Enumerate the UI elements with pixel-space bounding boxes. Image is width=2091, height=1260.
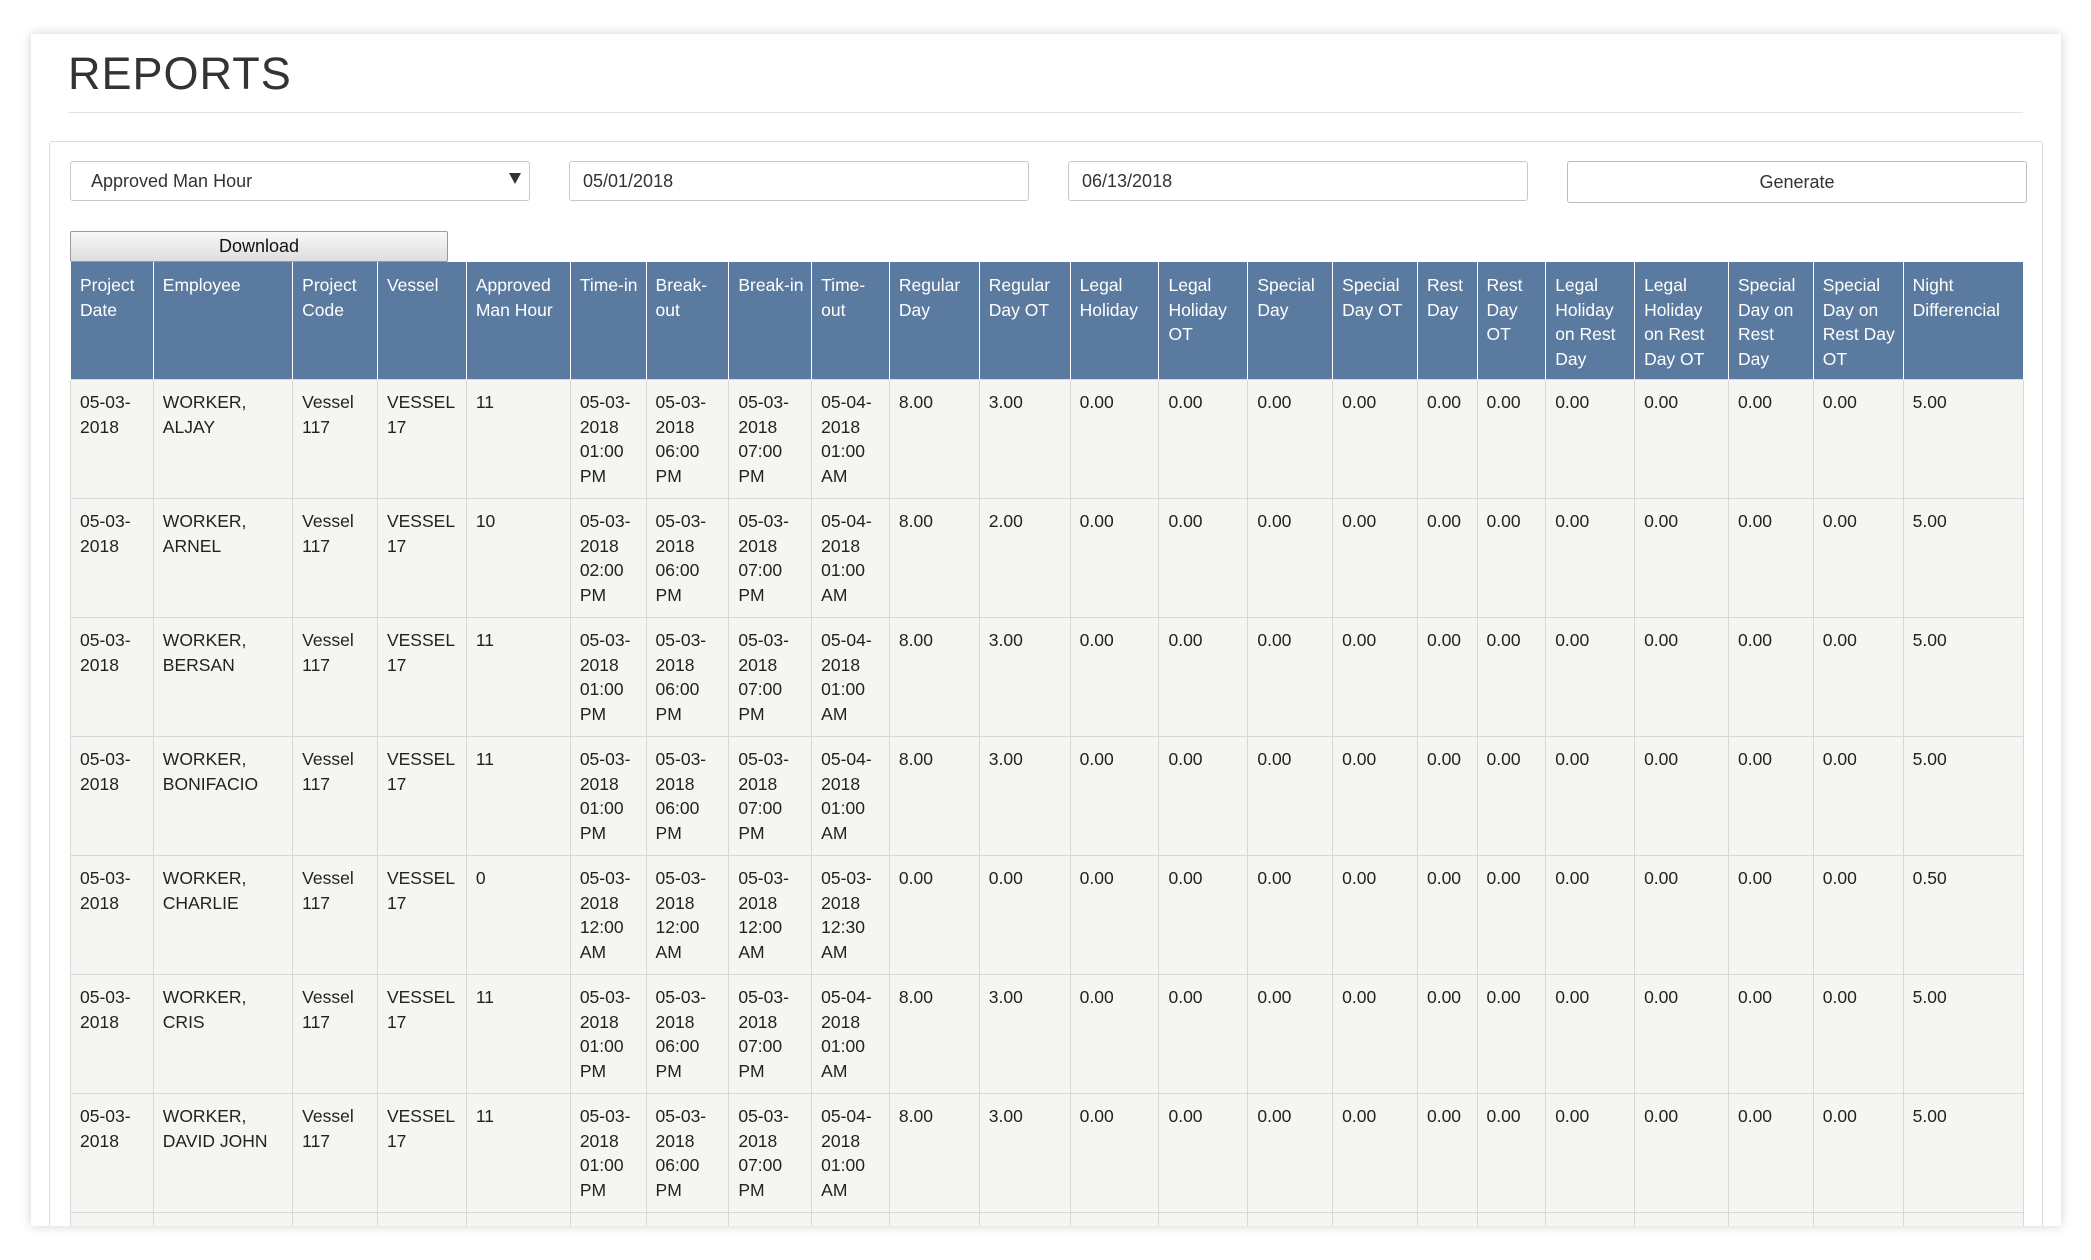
table-cell: 0.00 [1635,856,1729,975]
table-cell: 05-03-2018 [71,856,154,975]
table-cell: 0.00 [1070,499,1159,618]
table-cell: 0.00 [1546,975,1635,1094]
report-type-value: Approved Man Hour [91,170,253,191]
table-cell: 05-03-2018 07:00 PM [729,737,812,856]
table-cell: 0.50 [1903,856,2023,975]
column-header[interactable]: Break-out [646,262,729,380]
table-cell: WORKER, ALJAY [153,380,292,499]
table-cell: 0.00 [1813,618,1903,737]
table-cell: 0.00 [1333,856,1418,975]
table-cell: 0.00 [1417,618,1477,737]
table-cell: 05-04-2018 01:00 AM [812,618,890,737]
table-cell: 8.00 [889,499,979,618]
table-cell: 05-03-2018 [71,1094,154,1213]
table-cell: 0.00 [1248,499,1333,618]
generate-button[interactable]: Generate [1567,161,2027,203]
table-cell: 0.00 [1333,380,1418,499]
table-cell [1159,1213,1248,1227]
table-row [71,1094,2024,1213]
table-cell: 05-03-2018 06:00 PM [646,618,729,737]
table-cell: 2.00 [979,499,1070,618]
table-cell: Vessel 117 [293,618,378,737]
report-panel [49,141,2043,1226]
table-cell: 05-03-2018 [71,499,154,618]
table-cell: 0.00 [1546,1094,1635,1213]
table-cell: 0.00 [1159,975,1248,1094]
table-cell: 3.00 [979,737,1070,856]
column-header[interactable]: Employee [153,262,292,380]
table-cell: VESSEL 17 [377,499,466,618]
table-cell: 05-03-2018 01:00 PM [570,380,646,499]
table-cell: Vessel 117 [293,499,378,618]
download-button[interactable]: Download [70,231,448,262]
table-cell: 0.00 [1635,1094,1729,1213]
table-cell: 0.00 [1635,737,1729,856]
table-cell: 0.00 [1070,380,1159,499]
report-table-container [70,262,2024,1226]
table-cell: 0.00 [1417,380,1477,499]
table-cell: 3.00 [979,380,1070,499]
dropdown-caret-icon [509,173,521,184]
table-cell: 0.00 [1546,737,1635,856]
table-cell: VESSEL 17 [377,975,466,1094]
table-cell [1477,1213,1546,1227]
table-cell: 0.00 [1477,380,1546,499]
table-cell: WORKER, CRIS [153,975,292,1094]
table-cell: 11 [466,1094,570,1213]
table-cell: Vessel 117 [293,856,378,975]
reports-page [31,34,2061,1226]
table-cell: 0.00 [1635,618,1729,737]
table-cell [466,1213,570,1227]
table-cell: 05-03-2018 12:00 AM [729,856,812,975]
table-cell: 5.00 [1903,380,2023,499]
table-cell: VESSEL 17 [377,737,466,856]
table-cell [889,1213,979,1227]
column-header[interactable]: Legal Holiday [1070,262,1159,380]
table-cell: WORKER, BERSAN [153,618,292,737]
table-cell: 0.00 [1813,1094,1903,1213]
table-row [71,975,2024,1094]
table-cell: Vessel 117 [293,737,378,856]
table-cell [293,1213,378,1227]
column-header[interactable]: Special Day [1248,262,1333,380]
table-cell: 5.00 [1903,975,2023,1094]
table-cell: 05-03-2018 07:00 PM [729,618,812,737]
page-title: REPORTS [68,48,292,99]
table-cell: 05-03-2018 06:00 PM [646,1094,729,1213]
table-cell: 05-04-2018 01:00 AM [812,380,890,499]
table-cell: 0.00 [1728,618,1813,737]
column-header[interactable]: Vessel [377,262,466,380]
table-cell: 05-03-2018 12:00 AM [570,856,646,975]
table-cell: 0.00 [1728,975,1813,1094]
table-cell: 0.00 [1417,499,1477,618]
table-cell: 0.00 [1546,618,1635,737]
table-cell: 5.00 [1903,499,2023,618]
table-cell: 11 [466,380,570,499]
table-cell: 0.00 [1070,618,1159,737]
table-cell: VESSEL 17 [377,856,466,975]
report-table [70,262,2024,1226]
table-header-row [71,262,2024,380]
column-header[interactable]: Time-out [812,262,890,380]
table-row [71,1213,2024,1227]
report-table-body [71,380,2024,1227]
table-cell: 0.00 [1248,737,1333,856]
table-cell [71,1213,154,1227]
table-cell: WORKER, ARNEL [153,499,292,618]
table-cell: 0.00 [1813,499,1903,618]
column-header[interactable]: Approved Man Hour [466,262,570,380]
table-cell [979,1213,1070,1227]
date-to-input[interactable] [1068,161,1528,201]
table-row [71,499,2024,618]
table-row [71,856,2024,975]
table-cell: 05-03-2018 01:00 PM [570,618,646,737]
table-cell: 8.00 [889,975,979,1094]
column-header[interactable]: Time-in [570,262,646,380]
table-cell: 0.00 [1248,618,1333,737]
table-cell: 05-03-2018 07:00 PM [729,380,812,499]
table-cell: 0.00 [1477,737,1546,856]
table-cell: 3.00 [979,618,1070,737]
table-cell: WORKER, CHARLIE [153,856,292,975]
table-cell [646,1213,729,1227]
table-cell: 05-03-2018 12:00 AM [646,856,729,975]
table-cell: 05-03-2018 06:00 PM [646,737,729,856]
table-cell [377,1213,466,1227]
table-cell: 05-03-2018 07:00 PM [729,975,812,1094]
column-header[interactable]: Legal Holiday on Rest Day OT [1635,262,1729,380]
table-cell: 05-03-2018 01:00 PM [570,737,646,856]
table-cell: 0.00 [1333,618,1418,737]
table-cell: VESSEL 17 [377,618,466,737]
table-cell: 05-03-2018 [71,618,154,737]
table-cell [1728,1213,1813,1227]
table-cell: 8.00 [889,380,979,499]
table-cell: 5.00 [1903,1094,2023,1213]
table-cell: 8.00 [889,618,979,737]
table-cell [1417,1213,1477,1227]
table-cell: 3.00 [979,975,1070,1094]
table-cell: 0.00 [1635,380,1729,499]
column-header[interactable]: Night Differencial [1903,262,2023,380]
table-cell: 0.00 [1813,856,1903,975]
table-cell: 0.00 [1728,499,1813,618]
table-cell: 0.00 [1417,975,1477,1094]
table-cell: 05-03-2018 06:00 PM [646,975,729,1094]
table-cell: 11 [466,737,570,856]
table-cell: 05-03-2018 06:00 PM [646,380,729,499]
table-cell: 0 [466,856,570,975]
table-cell: 05-03-2018 01:00 PM [570,1094,646,1213]
table-cell: 0.00 [1477,1094,1546,1213]
table-cell: 05-03-2018 07:00 PM [729,499,812,618]
table-cell: Vessel 117 [293,380,378,499]
table-cell: WORKER, DAVID JOHN [153,1094,292,1213]
table-cell: 3.00 [979,1094,1070,1213]
table-cell: 0.00 [1477,499,1546,618]
table-cell [570,1213,646,1227]
table-cell: 0.00 [1159,499,1248,618]
table-cell: 5.00 [1903,618,2023,737]
table-row [71,618,2024,737]
column-header[interactable]: Regular Day OT [979,262,1070,380]
table-cell: 0.00 [1417,856,1477,975]
column-header[interactable]: Project Code [293,262,378,380]
table-cell: 0.00 [1333,1094,1418,1213]
table-cell: 0.00 [1813,737,1903,856]
table-cell: 0.00 [1248,856,1333,975]
date-from-value: 05/01/2018 [583,170,674,191]
column-header[interactable]: Regular Day [889,262,979,380]
table-cell: 0.00 [1070,856,1159,975]
table-cell: 0.00 [979,856,1070,975]
table-cell [729,1213,812,1227]
table-cell: 05-03-2018 [71,975,154,1094]
table-cell: 0.00 [1728,856,1813,975]
table-cell: 05-03-2018 06:00 PM [646,499,729,618]
table-cell: 0.00 [1159,737,1248,856]
column-header[interactable]: Special Day on Rest Day OT [1813,262,1903,380]
table-cell: 0.00 [1417,1094,1477,1213]
table-cell [1333,1213,1418,1227]
column-header[interactable]: Project Date [71,262,154,380]
table-cell: 0.00 [1159,618,1248,737]
table-cell: 0.00 [1477,975,1546,1094]
table-cell: 0.00 [1546,856,1635,975]
table-cell: 0.00 [1333,499,1418,618]
table-cell: 05-03-2018 12:30 AM [812,856,890,975]
table-cell: 05-03-2018 01:00 PM [570,975,646,1094]
table-cell: 0.00 [1635,975,1729,1094]
table-cell: 05-04-2018 01:00 AM [812,499,890,618]
table-cell: 05-03-2018 [71,380,154,499]
table-cell [1813,1213,1903,1227]
table-cell: 0.00 [1248,380,1333,499]
table-cell: 0.00 [1333,975,1418,1094]
title-divider [68,112,2023,113]
column-header[interactable]: Legal Holiday OT [1159,262,1248,380]
table-cell: 0.00 [1728,380,1813,499]
column-header[interactable]: Special Day on Rest Day [1728,262,1813,380]
table-cell: 0.00 [1070,737,1159,856]
table-row [71,737,2024,856]
table-cell: 0.00 [1477,856,1546,975]
table-cell: Vessel 117 [293,1094,378,1213]
table-cell: 05-04-2018 01:00 AM [812,1094,890,1213]
column-header[interactable]: Rest Day [1417,262,1477,380]
table-cell [1635,1213,1729,1227]
table-cell: 0.00 [1728,737,1813,856]
table-cell [812,1213,890,1227]
report-type-select[interactable] [70,161,530,201]
table-cell: 10 [466,499,570,618]
table-cell [1248,1213,1333,1227]
table-row [71,380,2024,499]
table-cell: 0.00 [1728,1094,1813,1213]
table-cell: 05-03-2018 02:00 PM [570,499,646,618]
table-cell: 05-04-2018 01:00 AM [812,737,890,856]
table-cell: 05-03-2018 [71,737,154,856]
table-cell: 5.00 [1903,737,2023,856]
table-cell [1546,1213,1635,1227]
table-cell: 0.00 [1159,1094,1248,1213]
column-header[interactable]: Break-in [729,262,812,380]
table-cell: WORKER, BONIFACIO [153,737,292,856]
table-cell: 0.00 [1546,499,1635,618]
column-header[interactable]: Legal Holiday on Rest Day [1546,262,1635,380]
table-cell: 0.00 [1159,856,1248,975]
table-cell: 0.00 [1813,975,1903,1094]
table-cell: 05-03-2018 07:00 PM [729,1094,812,1213]
table-cell [1903,1213,2023,1227]
table-cell: 0.00 [1248,975,1333,1094]
date-from-input[interactable] [569,161,1029,201]
table-cell: 0.00 [1417,737,1477,856]
table-cell: 11 [466,618,570,737]
table-cell: 11 [466,975,570,1094]
column-header[interactable]: Special Day OT [1333,262,1418,380]
date-to-value: 06/13/2018 [1082,170,1173,191]
table-cell: 0.00 [1248,1094,1333,1213]
table-cell: 05-04-2018 01:00 AM [812,975,890,1094]
table-cell: 0.00 [1546,380,1635,499]
table-cell [153,1213,292,1227]
table-cell: 0.00 [1070,1094,1159,1213]
table-cell: 0.00 [889,856,979,975]
table-cell: Vessel 117 [293,975,378,1094]
column-header[interactable]: Rest Day OT [1477,262,1546,380]
table-cell: 0.00 [1333,737,1418,856]
table-cell: 0.00 [1159,380,1248,499]
table-cell: VESSEL 17 [377,1094,466,1213]
table-cell: 0.00 [1813,380,1903,499]
table-cell: 0.00 [1070,975,1159,1094]
table-cell: 0.00 [1635,499,1729,618]
table-cell: 0.00 [1477,618,1546,737]
table-cell [1070,1213,1159,1227]
table-cell: VESSEL 17 [377,380,466,499]
table-cell: 8.00 [889,737,979,856]
table-cell: 8.00 [889,1094,979,1213]
